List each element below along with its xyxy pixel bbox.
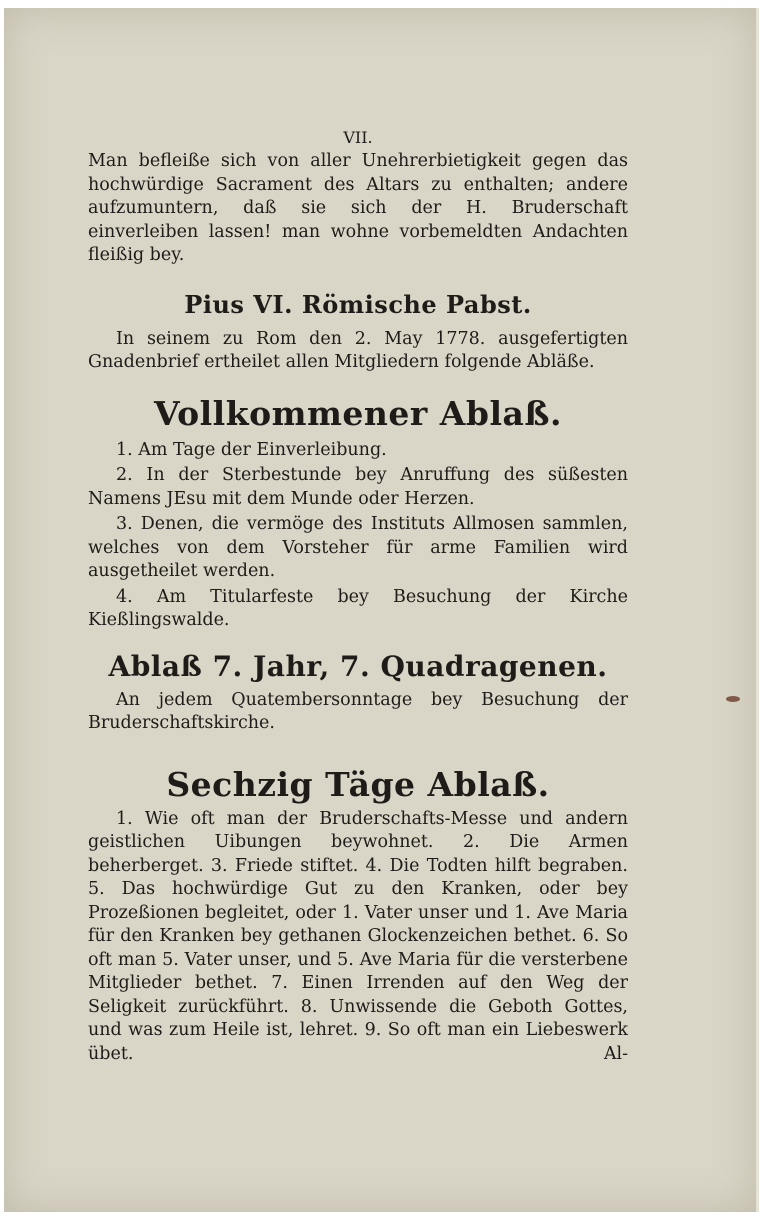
list-item: 1. Am Tage der Einverleibung.: [116, 439, 387, 460]
list-item: 2. In der Sterbestunde bey Anruffung des süßesten Namens JEsu mit dem Munde oder Herzen.: [88, 465, 628, 509]
intro-paragraph: Man befleiße sich von aller Unehrerbietigkeit gegen das hochwürdige Sacrament des Altars zu enthalten; andere aufzumuntern, daß sie sich der H. Bruderschaft einverleiben lassen! man wohne vorbemeldten Andachten fleißig bey.: [88, 151, 628, 265]
section-number: VII.: [343, 128, 373, 147]
sechzig-text: 1. Wie oft man der Bruderschafts-Messe und andern geistlichen Uibungen beywohnet. 2. Die Armen beherberget. 3. Friede stiftet. 4. Die Todten hilft begraben. 5. Das hochwürdige Gut zu den Kranken, oder bey Prozeßionen begleitet, oder 1. Vater unser und 1. Ave Maria für den Kranken bey gethanen Glockenzeichen bethet. 6. So oft man 5. Vater unser, und 5. Ave Maria für die versterbene Mitglieder bethet. 7. Einen Irrenden auf den Weg der Seligkeit zurückführt. 8. Unwissende die Geboth Gottes, und was zum Heile ist, lehret. 9. So oft man ein Liebeswerk übet.: [88, 808, 628, 1064]
pius-paragraph: In seinem zu Rom den 2. May 1778. ausgefertigten Gnadenbrief ertheilet allen Mitgliedern folgende Abläße.: [88, 328, 628, 372]
catchword: Al-: [603, 1043, 628, 1064]
heading-ablass-7-jahr: Ablaß 7. Jahr, 7. Quadragenen.: [108, 649, 608, 683]
ink-smudge: [726, 696, 740, 702]
heading-sechzig-tage-ablass: Sechzig Täge Ablaß.: [166, 764, 550, 804]
ablass7-paragraph: An jedem Quatembersonntage bey Besuchung der Bruderschaftskirche.: [88, 689, 628, 733]
heading-vollkommener-ablass: Vollkommener Ablaß.: [154, 393, 562, 433]
list-item: 3. Denen, die vermöge des Instituts Allmosen sammlen, welches von dem Vorsteher für arme Familien wird ausgetheilet werden.: [88, 514, 628, 581]
list-item: 4. Am Titularfeste bey Besuchung der Kirche Kießlingswalde.: [88, 586, 628, 630]
document-page: [88, 128, 628, 1066]
sechzig-paragraph: [88, 808, 628, 1067]
heading-pius: Pius VI. Römische Pabst.: [184, 289, 532, 319]
